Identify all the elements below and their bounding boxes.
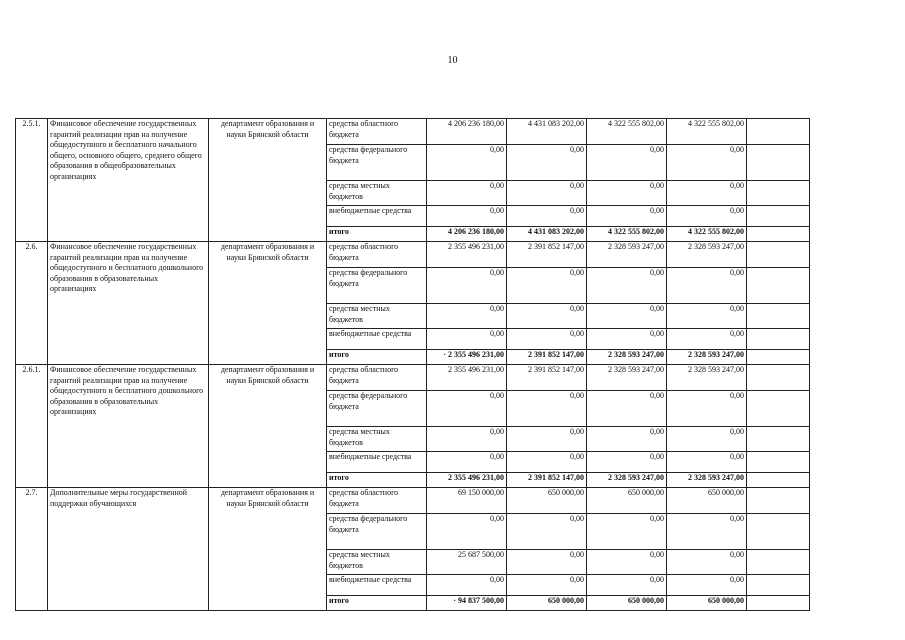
amount-v4: 0,00: [667, 206, 747, 227]
amount-v1: 2 355 496 231,00: [427, 365, 507, 391]
funding-source: средства федерального бюджета: [327, 514, 427, 550]
empty-cell: [747, 575, 810, 596]
amount-v3: 2 328 593 247,00: [587, 350, 667, 365]
empty-cell: [747, 268, 810, 304]
empty-cell: [747, 427, 810, 452]
amount-v3: 2 328 593 247,00: [587, 242, 667, 268]
amount-v2: 0,00: [507, 452, 587, 473]
amount-v3: 0,00: [587, 452, 667, 473]
amount-v1: 0,00: [427, 329, 507, 350]
amount-v3: 4 322 555 802,00: [587, 119, 667, 145]
amount-v2: 0,00: [507, 391, 587, 427]
amount-v4: 650 000,00: [667, 488, 747, 514]
amount-v3: 0,00: [587, 206, 667, 227]
amount-v1: 0,00: [427, 514, 507, 550]
amount-v1: · 2 355 496 231,00: [427, 350, 507, 365]
funding-source: средства местных бюджетов: [327, 550, 427, 575]
amount-v4: 4 322 555 802,00: [667, 227, 747, 242]
amount-v3: 650 000,00: [587, 488, 667, 514]
funding-source: средства местных бюджетов: [327, 427, 427, 452]
amount-v3: 0,00: [587, 304, 667, 329]
amount-v4: 0,00: [667, 145, 747, 181]
funding-source: средства местных бюджетов: [327, 181, 427, 206]
amount-v3: 0,00: [587, 268, 667, 304]
amount-v3: 0,00: [587, 550, 667, 575]
amount-v2: 2 391 852 147,00: [507, 365, 587, 391]
funding-source: итого: [327, 473, 427, 488]
amount-v2: 0,00: [507, 304, 587, 329]
amount-v4: 650 000,00: [667, 596, 747, 611]
amount-v2: 4 431 083 202,00: [507, 119, 587, 145]
amount-v3: 0,00: [587, 329, 667, 350]
amount-v1: 0,00: [427, 575, 507, 596]
item-code: 2.5.1.: [16, 119, 48, 242]
table-row: [16, 365, 810, 391]
item-name: Дополнительные меры государственной поддержки обучающихся: [48, 488, 209, 611]
amount-v1: 0,00: [427, 452, 507, 473]
funding-source: средства областного бюджета: [327, 488, 427, 514]
table-row: [16, 488, 810, 514]
empty-cell: [747, 227, 810, 242]
amount-v3: 2 328 593 247,00: [587, 473, 667, 488]
item-name: Финансовое обеспечение государственных гарантий реализации прав на получение общедоступного и бесплатного дошкольного образования в образовательных организациях: [48, 242, 209, 365]
empty-cell: [747, 329, 810, 350]
amount-v1: 0,00: [427, 181, 507, 206]
amount-v3: 0,00: [587, 391, 667, 427]
funding-source: внебюджетные средства: [327, 575, 427, 596]
funding-source: внебюджетные средства: [327, 206, 427, 227]
funding-source: внебюджетные средства: [327, 452, 427, 473]
amount-v2: 2 391 852 147,00: [507, 473, 587, 488]
amount-v4: 0,00: [667, 329, 747, 350]
funding-source: итого: [327, 227, 427, 242]
amount-v4: 0,00: [667, 304, 747, 329]
budget-table: [15, 118, 810, 611]
empty-cell: [747, 145, 810, 181]
empty-cell: [747, 206, 810, 227]
funding-source: средства федерального бюджета: [327, 268, 427, 304]
amount-v1: 0,00: [427, 145, 507, 181]
amount-v4: 0,00: [667, 427, 747, 452]
funding-source: средства областного бюджета: [327, 242, 427, 268]
item-executor: департамент образования и науки Брянской области: [209, 488, 327, 611]
amount-v2: 0,00: [507, 550, 587, 575]
table-row: [16, 242, 810, 268]
amount-v2: 650 000,00: [507, 596, 587, 611]
amount-v3: 650 000,00: [587, 596, 667, 611]
amount-v4: 4 322 555 802,00: [667, 119, 747, 145]
amount-v2: 0,00: [507, 427, 587, 452]
amount-v2: 0,00: [507, 329, 587, 350]
funding-source: средства федерального бюджета: [327, 145, 427, 181]
amount-v3: 2 328 593 247,00: [587, 365, 667, 391]
amount-v2: 0,00: [507, 575, 587, 596]
amount-v3: 0,00: [587, 145, 667, 181]
funding-source: внебюджетные средства: [327, 329, 427, 350]
amount-v4: 0,00: [667, 550, 747, 575]
empty-cell: [747, 304, 810, 329]
amount-v2: 0,00: [507, 181, 587, 206]
amount-v2: 0,00: [507, 145, 587, 181]
empty-cell: [747, 550, 810, 575]
empty-cell: [747, 488, 810, 514]
funding-source: средства областного бюджета: [327, 365, 427, 391]
amount-v1: 0,00: [427, 427, 507, 452]
amount-v2: 0,00: [507, 514, 587, 550]
empty-cell: [747, 473, 810, 488]
item-executor: департамент образования и науки Брянской области: [209, 365, 327, 488]
funding-source: средства местных бюджетов: [327, 304, 427, 329]
item-code: 2.6.: [16, 242, 48, 365]
amount-v4: 0,00: [667, 268, 747, 304]
page-number: 10: [447, 55, 458, 66]
amount-v2: 2 391 852 147,00: [507, 350, 587, 365]
item-name: Финансовое обеспечение государственных гарантий реализации прав на получение общедоступного и бесплатного начального общего, основного общего, среднего общего образования в общеобразовательных организациях: [48, 119, 209, 242]
empty-cell: [747, 350, 810, 365]
amount-v2: 0,00: [507, 268, 587, 304]
funding-source: средства областного бюджета: [327, 119, 427, 145]
amount-v1: 0,00: [427, 268, 507, 304]
amount-v1: 4 206 236 180,00: [427, 119, 507, 145]
empty-cell: [747, 181, 810, 206]
amount-v3: 0,00: [587, 181, 667, 206]
empty-cell: [747, 514, 810, 550]
amount-v3: 4 322 555 802,00: [587, 227, 667, 242]
amount-v3: 0,00: [587, 514, 667, 550]
amount-v1: 0,00: [427, 206, 507, 227]
empty-cell: [747, 391, 810, 427]
amount-v1: 2 355 496 231,00: [427, 473, 507, 488]
item-code: 2.7.: [16, 488, 48, 611]
item-executor: департамент образования и науки Брянской области: [209, 119, 327, 242]
amount-v1: · 94 837 500,00: [427, 596, 507, 611]
empty-cell: [747, 365, 810, 391]
empty-cell: [747, 596, 810, 611]
amount-v3: 0,00: [587, 575, 667, 596]
amount-v2: 0,00: [507, 206, 587, 227]
empty-cell: [747, 119, 810, 145]
amount-v4: 0,00: [667, 452, 747, 473]
amount-v4: 2 328 593 247,00: [667, 473, 747, 488]
item-executor: департамент образования и науки Брянской области: [209, 242, 327, 365]
amount-v1: 4 206 236 180,00: [427, 227, 507, 242]
amount-v4: 2 328 593 247,00: [667, 242, 747, 268]
amount-v2: 4 431 083 202,00: [507, 227, 587, 242]
amount-v1: 25 687 500,00: [427, 550, 507, 575]
amount-v4: 2 328 593 247,00: [667, 365, 747, 391]
amount-v1: 0,00: [427, 304, 507, 329]
funding-source: итого: [327, 350, 427, 365]
amount-v2: 2 391 852 147,00: [507, 242, 587, 268]
item-code: 2.6.1.: [16, 365, 48, 488]
funding-source: итого: [327, 596, 427, 611]
item-name: Финансовое обеспечение государственных гарантий реализации прав на получение общедоступного и бесплатного дошкольного образования в образовательных организациях: [48, 365, 209, 488]
amount-v4: 0,00: [667, 181, 747, 206]
amount-v1: 69 150 000,00: [427, 488, 507, 514]
amount-v3: 0,00: [587, 427, 667, 452]
empty-cell: [747, 452, 810, 473]
amount-v4: 0,00: [667, 514, 747, 550]
funding-source: средства федерального бюджета: [327, 391, 427, 427]
amount-v1: 0,00: [427, 391, 507, 427]
amount-v1: 2 355 496 231,00: [427, 242, 507, 268]
table-row: [16, 119, 810, 145]
amount-v2: 650 000,00: [507, 488, 587, 514]
empty-cell: [747, 242, 810, 268]
amount-v4: 2 328 593 247,00: [667, 350, 747, 365]
amount-v4: 0,00: [667, 391, 747, 427]
amount-v4: 0,00: [667, 575, 747, 596]
